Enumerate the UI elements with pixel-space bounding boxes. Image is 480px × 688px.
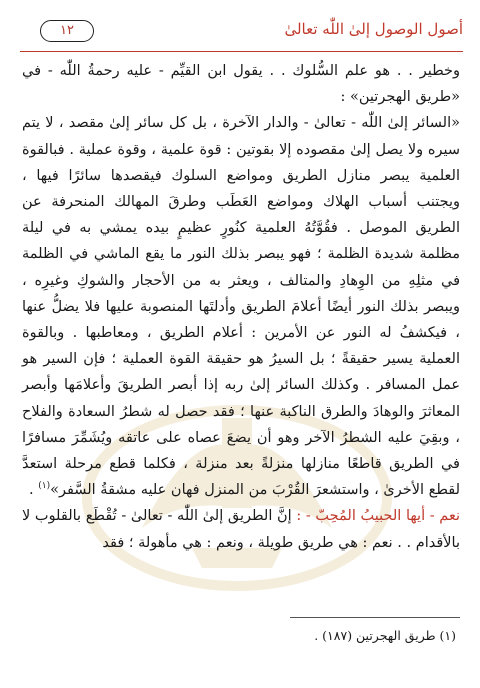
paragraph-address: [22, 503, 460, 555]
main-text: [22, 58, 460, 556]
paragraph-quote: «السائر إلىٰ اللّٰه - تعالىٰ - والدار الآخرة ، بل كل سائر إلىٰ مقصد ، لا يتم سيره ولا يصل إلىٰ مقصوده إلا بقوتين : قوة علمية ، وقوة عملية . فبالقوة العلمية يبصر منازل الطريق ومواضع السلوك فيقصدها سائرًا فيها ، ويجتنب أسباب الهلاك ومواضع العَطَب وطرقَ المهالك المنحرفة عن الطريق الموصل . فقُوَّتُهُ العلمية كنُورٍ عظيمٍ بيده يمشي به في ليلة مظلمة شديدة الظلمة ؛ فهو يبصر بذلك النور ما يقع الماشي في الظلمة في مثلِهِ من الوِهادِ والمتالف ، ويعثر به من الأحجار والشوكِ وغيرِه ، ويبصر بذلك النور أيضًا أعلامَ الطريق وأدلتَها المنصوبة عليها فلا يضلُّ عنها ، فيكشفُ له النور عن الأمرين : أعلام الطريق ، ومعاطبها . وبالقوة العملية يسير حقيقةً ؛ بل السيرُ هو حقيقة القوة العملية ؛ فإن السير هو عمل المسافر . وكذلك السائر إلىٰ ربه إذا أبصر الطريقَ وأعلامَها وأبصر المعاثرَ والوهادَ والطرق الناكبة عنها ؛ فقد حصل له شطرُ السعادة والفلاح ، وبقِيَ عليه الشطرُ الآخر وهو أن يضعَ عصاه على عاتقه ويُشَمِّرَ مسافرًا في الطريق قاطعًا منازلها منزلةً بعد منزلة ، فكلما قطع مرحلة استعدَّ لقطع الأخرىٰ ، واستشعرَ القُرْبَ من المنزل فهان عليه مشقةُ السَّفر»$^{(١)}$ .: [22, 115, 460, 499]
address-phrase: نعم - أيها الحبيبُ المُحِبّ - :: [296, 508, 460, 525]
page-header: [20, 8, 463, 52]
footnote-divider: [290, 617, 460, 618]
footnote: (١) طريق الهجرتين (١٨٧) .: [314, 628, 456, 643]
address-text: إنَّ الطريق إلىٰ اللّٰه - تعالىٰ - تُقْطَع بالقلوب لا بالأقدام . . نعم : هي طريق طويلة ، ونعم : هي مأهولة ؛ فقد: [22, 508, 460, 551]
footnote-ref[interactable]: (١): [38, 481, 51, 492]
page-number-badge: ١٢: [40, 20, 94, 42]
quote-text: «السائر إلىٰ اللّٰه - تعالىٰ - والدار الآخرة ، بل كل سائر إلىٰ مقصد ، لا يتم سيره ولا يصل إلىٰ مقصوده إلا بقوتين : قوة علمية ، وقوة عملية . فبالقوة العلمية يبصر منازل الطريق ومواضع السلوك فيقصدها سائرًا فيها ، ويجتنب أسباب الهلاك ومواضع العَطَب وطرقَ المهالك المنحرفة عن الطريق الموصل . فقُوَّتُهُ العلمية كنُورٍ عظيمٍ بيده يمشي به في ليلة مظلمة شديدة الظلمة ؛ فهو يبصر بذلك النور ما يقع الماشي في الظلمة في مثلِهِ من الوِهادِ والمتالف ، ويعثر به من الأحجار والشوكِ وغيرِه ، ويبصر بذلك النور أيضًا أعلامَ الطريق وأدلتَها المنصوبة عليها فلا يضلُّ عنها ، فيكشفُ له النور عن الأمرين : أعلام الطريق ، ومعاطبها . وبالقوة العملية يسير حقيقةً ؛ بل السيرُ هو حقيقة القوة العملية ؛ فإن السير هو عمل المسافر . وكذلك السائر إلىٰ ربه إذا أبصر الطريقَ وأعلامَها وأبصر المعاثرَ والوهادَ والطرق الناكبة عنها ؛ فقد حصل له شطرُ السعادة والفلاح ، وبقِيَ عليه الشطرُ الآخر وهو أن يضعَ عصاه على عاتقه ويُشَمِّرَ مسافرًا في الطريق قاطعًا منازلها منزلةً بعد منزلة ، فكلما قطع مرحلة استعدَّ لقطع الأخرىٰ ، واستشعرَ القُرْبَ من المنزل فهان عليه مشقةُ السَّفر»: [22, 115, 460, 499]
header-divider: [20, 51, 463, 53]
paragraph-intro: وخطير . . هو علم السُّلوك . . يقول ابن القيِّم - عليه رحمةُ اللّٰه - في «طريق الهجرتين» :: [22, 63, 460, 106]
running-title: أصول الوصول إلىٰ اللّٰه تعالىٰ: [284, 20, 463, 38]
